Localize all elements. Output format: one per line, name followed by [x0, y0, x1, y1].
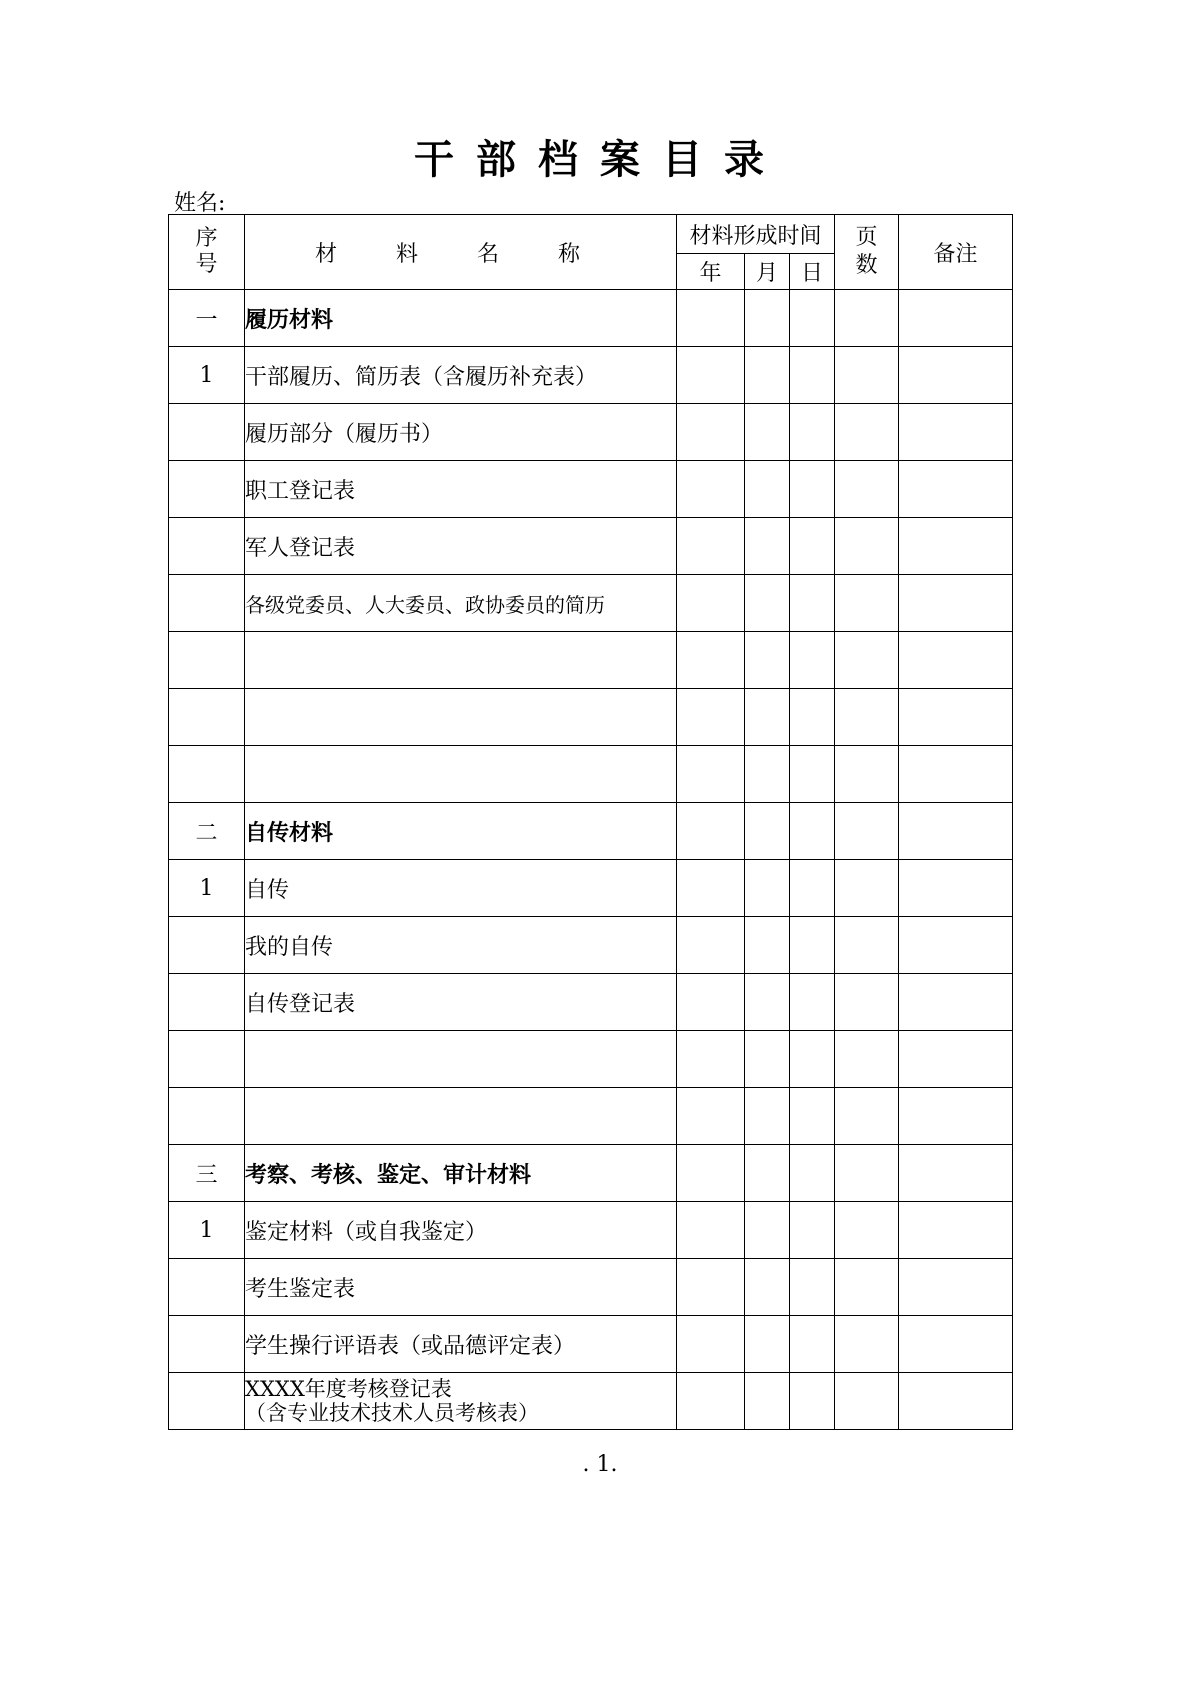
day-header: 日: [790, 254, 835, 290]
day-cell: [790, 689, 835, 746]
month-cell: [745, 1088, 790, 1145]
section-row: [169, 290, 1013, 347]
seq-cell: 三: [169, 1145, 245, 1202]
year-cell: [677, 1316, 745, 1373]
seq-cell: [169, 974, 245, 1031]
year-cell: [677, 518, 745, 575]
material-name-text: 履历部分（履历书）: [245, 421, 444, 447]
remarks-cell: [899, 404, 1013, 461]
table-row: [169, 347, 1013, 404]
material-name-cell: [245, 575, 677, 632]
seq-cell: [169, 404, 245, 461]
day-cell: [790, 1088, 835, 1145]
seq-cell: 二: [169, 803, 245, 860]
pages-cell: [835, 404, 899, 461]
pages-cell: [835, 803, 899, 860]
remarks-cell: [899, 575, 1013, 632]
year-cell: [677, 290, 745, 347]
day-cell: [790, 347, 835, 404]
material-name-text: 我的自传: [245, 934, 334, 960]
remarks-cell: [899, 518, 1013, 575]
pages-cell: [835, 1373, 899, 1430]
seq-cell: [169, 1316, 245, 1373]
month-cell: [745, 347, 790, 404]
material-name-cell: [245, 347, 677, 404]
material-name-cell: [245, 917, 677, 974]
month-cell: [745, 1202, 790, 1259]
pages-cell: [835, 290, 899, 347]
material-name-text: 考生鉴定表: [245, 1276, 356, 1302]
table-row: [169, 974, 1013, 1031]
year-cell: [677, 404, 745, 461]
month-cell: [745, 803, 790, 860]
seq-cell: [169, 917, 245, 974]
pages-header-line1: 页: [855, 225, 878, 250]
material-name-text: 职工登记表: [245, 478, 356, 504]
seq-cell: 1: [169, 1202, 245, 1259]
material-name-text: 鉴定材料（或自我鉴定）: [245, 1219, 488, 1245]
month-cell: [745, 632, 790, 689]
material-name-cell: [245, 290, 677, 347]
table-row: [169, 518, 1013, 575]
year-cell: [677, 803, 745, 860]
seq-header-line2: 号: [195, 252, 218, 277]
material-name-cell: [245, 1316, 677, 1373]
material-name-cell: [245, 860, 677, 917]
seq-cell: [169, 518, 245, 575]
year-cell: [677, 1145, 745, 1202]
table-row: [169, 461, 1013, 518]
pages-cell: [835, 860, 899, 917]
month-cell: [745, 860, 790, 917]
material-name-cell: [245, 1145, 677, 1202]
material-name-text: 干部履历、简历表（含履历补充表）: [245, 364, 598, 390]
year-cell: [677, 1202, 745, 1259]
year-cell: [677, 461, 745, 518]
pages-cell: [835, 518, 899, 575]
month-cell: [745, 1316, 790, 1373]
remarks-cell: [899, 860, 1013, 917]
remarks-cell: [899, 689, 1013, 746]
day-cell: [790, 1145, 835, 1202]
day-cell: [790, 803, 835, 860]
material-name-cell: [245, 404, 677, 461]
day-cell: [790, 575, 835, 632]
seq-cell: 1: [169, 860, 245, 917]
table-row: [169, 1316, 1013, 1373]
seq-cell: [169, 1031, 245, 1088]
table-row: [169, 689, 1013, 746]
year-cell: [677, 1031, 745, 1088]
material-name-cell: [245, 518, 677, 575]
month-cell: [745, 689, 790, 746]
pages-cell: [835, 1145, 899, 1202]
month-cell: [745, 917, 790, 974]
table-row: [169, 860, 1013, 917]
pages-header-line2: 数: [855, 253, 878, 278]
pages-cell: [835, 1259, 899, 1316]
material-name-text: 考察、考核、鉴定、审计材料: [245, 1162, 532, 1188]
day-cell: [790, 746, 835, 803]
remarks-cell: [899, 1031, 1013, 1088]
seq-cell: 1: [169, 347, 245, 404]
material-name-cell: [245, 1373, 677, 1430]
pages-cell: [835, 347, 899, 404]
material-name-cell: [245, 746, 677, 803]
table-row: [169, 632, 1013, 689]
material-name-header-text: 材 料 名 称: [315, 241, 606, 267]
year-cell: [677, 1088, 745, 1145]
seq-cell: [169, 1259, 245, 1316]
pages-cell: [835, 632, 899, 689]
seq-cell: [169, 1373, 245, 1430]
table-row: [169, 575, 1013, 632]
seq-cell: [169, 1088, 245, 1145]
remarks-header: 备注: [899, 215, 1013, 290]
table-row: [169, 1088, 1013, 1145]
year-header: 年: [677, 254, 745, 290]
pages-cell: [835, 689, 899, 746]
table-row: [169, 1202, 1013, 1259]
day-cell: [790, 404, 835, 461]
remarks-cell: [899, 1259, 1013, 1316]
day-cell: [790, 1373, 835, 1430]
remarks-cell: [899, 290, 1013, 347]
year-cell: [677, 746, 745, 803]
year-cell: [677, 689, 745, 746]
month-cell: [745, 1373, 790, 1430]
remarks-cell: [899, 1316, 1013, 1373]
time-header: 材料形成时间: [677, 215, 835, 254]
pages-cell: [835, 461, 899, 518]
material-name-cell: [245, 974, 677, 1031]
year-cell: [677, 974, 745, 1031]
year-cell: [677, 917, 745, 974]
catalog-body: [169, 290, 1013, 1430]
table-row: [169, 1259, 1013, 1316]
day-cell: [790, 974, 835, 1031]
material-name-cell: [245, 632, 677, 689]
material-name-text: XXXX年度考核登记表: [245, 1377, 452, 1401]
material-name-text: 军人登记表: [245, 535, 356, 561]
pages-cell: [835, 575, 899, 632]
day-cell: [790, 1031, 835, 1088]
seq-cell: [169, 632, 245, 689]
material-name-cell: [245, 803, 677, 860]
month-cell: [745, 1259, 790, 1316]
material-name-cell: [245, 689, 677, 746]
remarks-cell: [899, 632, 1013, 689]
seq-header-line1: 序: [195, 226, 218, 251]
pages-cell: [835, 1316, 899, 1373]
remarks-cell: [899, 974, 1013, 1031]
seq-cell: [169, 746, 245, 803]
pages-cell: [835, 1031, 899, 1088]
material-name-text-line2: （含专业技术技术人员考核表）: [245, 1401, 539, 1425]
seq-cell: [169, 461, 245, 518]
pages-header: [835, 215, 899, 290]
month-cell: [745, 746, 790, 803]
page-number: . 1.: [582, 1452, 618, 1477]
pages-cell: [835, 917, 899, 974]
day-cell: [790, 518, 835, 575]
day-cell: [790, 1259, 835, 1316]
material-name-text: 自传登记表: [245, 991, 356, 1017]
month-cell: [745, 518, 790, 575]
month-cell: [745, 404, 790, 461]
day-cell: [790, 632, 835, 689]
material-name-text: 各级党委员、人大委员、政协委员的简历: [245, 592, 605, 617]
day-cell: [790, 290, 835, 347]
remarks-cell: [899, 803, 1013, 860]
remarks-cell: [899, 461, 1013, 518]
table-row: [169, 746, 1013, 803]
remarks-cell: [899, 1373, 1013, 1430]
catalog-table: [168, 214, 1013, 1430]
material-name-text: 学生操行评语表（或品德评定表）: [245, 1333, 576, 1359]
pages-cell: [835, 1202, 899, 1259]
month-cell: [745, 1145, 790, 1202]
material-name-header: [245, 215, 677, 290]
day-cell: [790, 1202, 835, 1259]
year-cell: [677, 632, 745, 689]
material-name-cell: [245, 1259, 677, 1316]
header-row-1: [169, 215, 1013, 254]
year-cell: [677, 860, 745, 917]
table-row: [169, 1031, 1013, 1088]
remarks-cell: [899, 1088, 1013, 1145]
year-cell: [677, 347, 745, 404]
pages-cell: [835, 746, 899, 803]
name-label: 姓名:: [174, 191, 226, 216]
seq-header: [169, 215, 245, 290]
month-cell: [745, 290, 790, 347]
table-row: [169, 1373, 1013, 1430]
material-name-text: 自传: [245, 877, 290, 903]
month-cell: [745, 974, 790, 1031]
month-cell: [745, 461, 790, 518]
remarks-cell: [899, 746, 1013, 803]
material-name-cell: [245, 461, 677, 518]
section-row: [169, 1145, 1013, 1202]
month-cell: [745, 1031, 790, 1088]
year-cell: [677, 575, 745, 632]
remarks-cell: [899, 1202, 1013, 1259]
material-name-text: 履历材料: [245, 307, 334, 333]
pages-cell: [835, 1088, 899, 1145]
seq-cell: 一: [169, 290, 245, 347]
material-name-text: 自传材料: [245, 820, 334, 846]
day-cell: [790, 461, 835, 518]
month-header: 月: [745, 254, 790, 290]
seq-cell: [169, 575, 245, 632]
remarks-cell: [899, 1145, 1013, 1202]
year-cell: [677, 1373, 745, 1430]
day-cell: [790, 1316, 835, 1373]
page-title: 干部档案目录: [414, 136, 786, 183]
material-name-cell: [245, 1088, 677, 1145]
table-row: [169, 404, 1013, 461]
material-name-cell: [245, 1202, 677, 1259]
section-row: [169, 803, 1013, 860]
day-cell: [790, 860, 835, 917]
material-name-cell: [245, 1031, 677, 1088]
year-cell: [677, 1259, 745, 1316]
remarks-cell: [899, 347, 1013, 404]
day-cell: [790, 917, 835, 974]
table-row: [169, 917, 1013, 974]
month-cell: [745, 575, 790, 632]
pages-cell: [835, 974, 899, 1031]
seq-cell: [169, 689, 245, 746]
remarks-cell: [899, 917, 1013, 974]
